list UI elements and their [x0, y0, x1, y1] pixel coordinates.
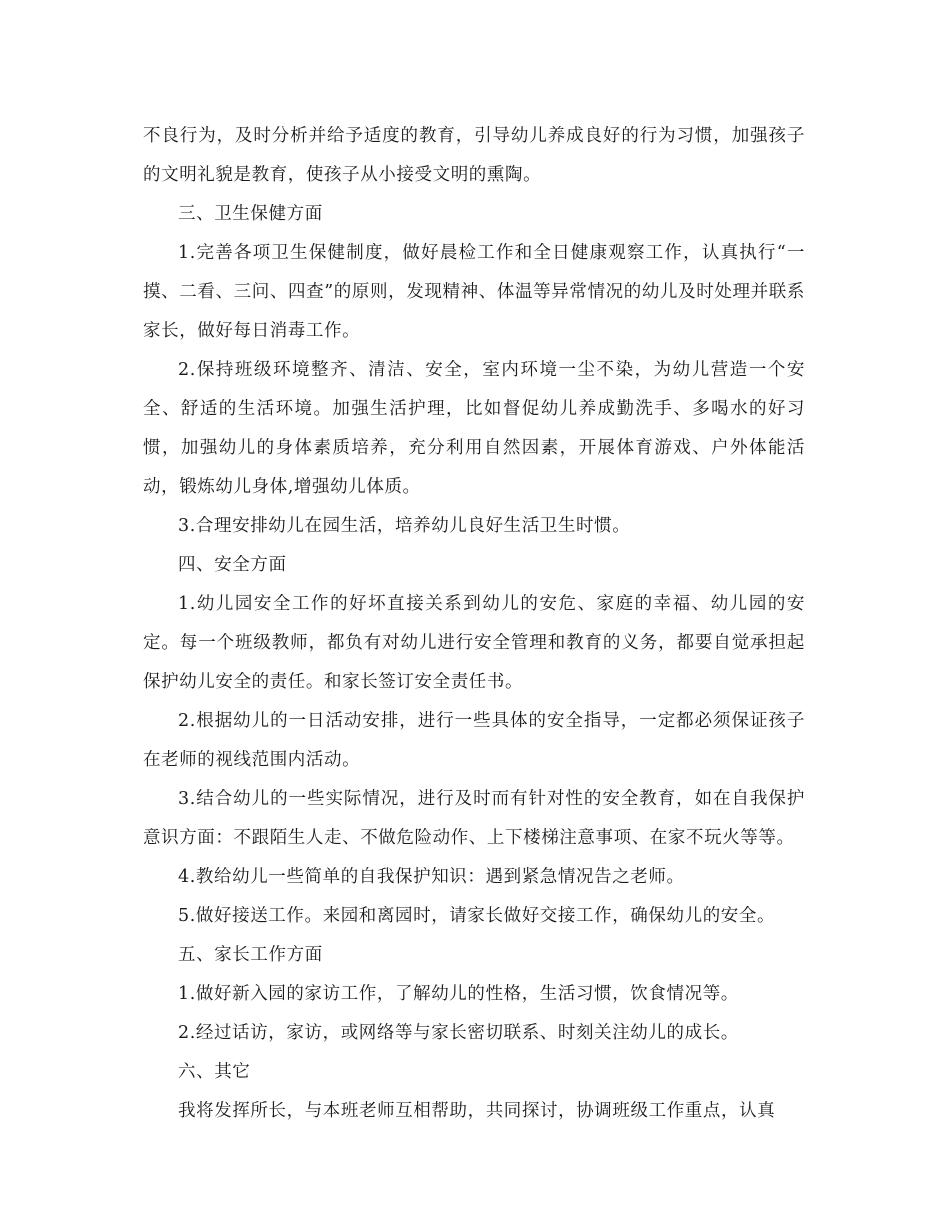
paragraph-hygiene-2: 2.保持班级环境整齐、清洁、安全，室内环境一尘不染，为幼儿营造一个安全、舒适的生活环境。加强生活护理，比如督促幼儿养成勤洗手、多喝水的好习惯，加强幼儿的身体素质培养，充分利用自然因素，开展体育游戏、户外体能活动，锻炼幼儿身体,增强幼儿体质。: [143, 360, 805, 497]
paragraph-hygiene-1: 1.完善各项卫生保健制度，做好晨检工作和全日健康观察工作，认真执行“一摸、二看、三问、四查”的原则，发现精神、体温等异常情况的幼儿及时处理并联系家长，做好每日消毒工作。: [143, 243, 805, 341]
document-body: [143, 117, 805, 1131]
paragraph-safety-4: 4.教给幼儿一些简单的自我保护知识：遇到紧急情况告之老师。: [178, 867, 685, 887]
paragraph-safety-2: 2.根据幼儿的一日活动安排，进行一些具体的安全指导，一定都必须保证孩子在老师的视线范围内活动。: [143, 711, 805, 770]
paragraph-safety-3: 3.结合幼儿的一些实际情况，进行及时而有针对性的安全教育，如在自我保护意识方面：不跟陌生人走、不做危险动作、上下楼梯注意事项、在家不玩火等等。: [143, 789, 805, 848]
section-heading-safety: 四、安全方面: [178, 555, 287, 575]
paragraph-parents-2: 2.经过话访，家访，或网络等与家长密切联系、时刻关注幼儿的成长。: [178, 1023, 739, 1043]
paragraph-continuation: 不良行为，及时分析并给予适度的教育，引导幼儿养成良好的行为习惯，加强孩子的文明礼貌是教育，使孩子从小接受文明的熏陶。: [143, 126, 805, 185]
section-heading-parents: 五、家长工作方面: [178, 945, 323, 965]
paragraph-other-1: 我将发挥所长，与本班老师互相帮助，共同探讨，协调班级工作重点，认真: [178, 1101, 776, 1121]
paragraph-hygiene-3: 3.合理安排幼儿在园生活，培养幼儿良好生活卫生时惯。: [178, 516, 631, 536]
section-heading-hygiene: 三、卫生保健方面: [178, 204, 323, 224]
section-heading-other: 六、其它: [178, 1062, 251, 1082]
paragraph-parents-1: 1.做好新入园的家访工作，了解幼儿的性格，生活习惯，饮食情况等。: [178, 984, 739, 1004]
paragraph-safety-5: 5.做好接送工作。来园和离园时，请家长做好交接工作，确保幼儿的安全。: [178, 906, 776, 926]
paragraph-safety-1: 1.幼儿园安全工作的好坏直接关系到幼儿的安危、家庭的幸福、幼儿园的安定。每一个班级教师，都负有对幼儿进行安全管理和教育的义务，都要自觉承担起保护幼儿安全的责任。和家长签订安全责任书。: [143, 594, 805, 692]
